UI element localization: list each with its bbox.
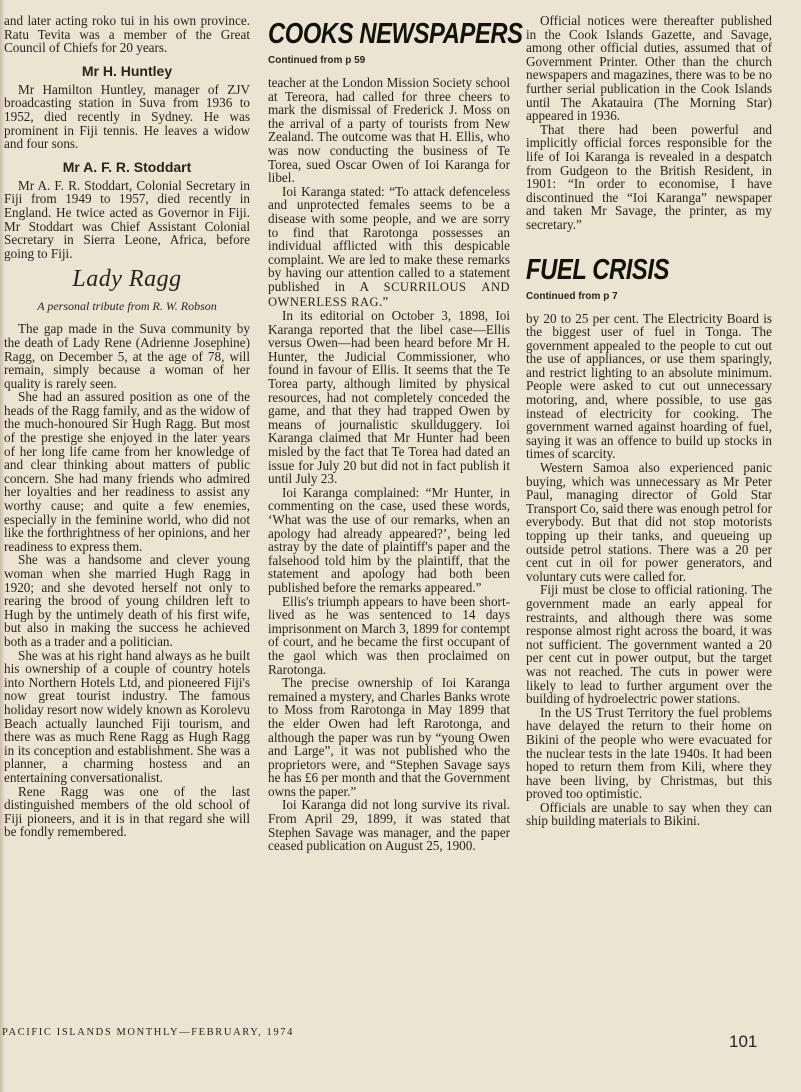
fuel-paragraph: Fiji must be close to official rationing. The government made an early appeal for restraints, and although there was some response almost right across the board, it was not sufficient. The government wanted a 20 per cent cut in power output, but the target was not reached. The cuts in power were likely to lead to further argument over the building of hydroelectric power stations.: [526, 582, 772, 707]
lady-ragg-paragraph: She was a handsome and clever young woman when she married Hugh Ragg in 1920; and she devoted herself not only to rearing the brood of young children left to Hugh by the untimely death of his first wife, but also in making the success he achieved both as a trader and a politician.: [4, 552, 250, 649]
column-fuel-crisis: [526, 14, 772, 828]
cooks-paragraph: Ioi Karanga did not long survive its rival. From April 29, 1899, it was stated that Stephen Savage was manager, and the paper ceased publication on August 25, 1900.: [268, 797, 510, 854]
fuel-paragraph: Western Samoa also experienced panic buying, which was unnecessary as Mr Peter Paul, managing director of Gold Star Transport Co, said there was enough petrol for everybody. But that did not stop motorists topping up their tanks, and queueing up outside petrol stations. There was a 20 per cent cut in oil for power generators, and voluntary cuts were called for.: [526, 460, 772, 584]
fuel-paragraph: by 20 to 25 per cent. The Electricity Board is the biggest user of fuel in Tonga. The government appealed to the people to cut out the use of appliances, or use them sparingly, and restrict lighting to an absolute minimum. People were asked to cut out unnecessary motoring, and, where possible, to use gas instead of electricity for cooking. The government warned against hoarding of fuel, saying it was an offence to build up stocks in times of scarcity.: [526, 310, 772, 462]
column-cooks-newspapers: [268, 14, 523, 854]
publication-footer: PACIFIC ISLANDS MONTHLY—FEBRUARY, 1974: [2, 1027, 294, 1038]
cooks-paragraph-quote: [268, 185, 510, 309]
article-title-cooks-newspapers: COOKS NEWSPAPERS: [268, 18, 523, 50]
page-number: 101: [729, 1032, 758, 1051]
fuel-paragraph: In the US Trust Territory the fuel problems have delayed the return to their home on Bikini of the people who were evacuated for the nuclear tests in the late 1940s. It had been hoped to return them from Kili, where they have been living, by Christmas, but this proved too optimistic.: [526, 704, 772, 802]
continued-from-note: Continued from p 59: [268, 55, 366, 66]
fuel-paragraph: Officials are unable to say when they can ship building materials to Bikini.: [526, 799, 772, 829]
lady-ragg-paragraph: The gap made in the Suva community by the death of Lady Rene (Adrienne Josephine) Ragg, on December 5, at the age of 78, will remain, simply because a woman of her quality is rarely seen.: [4, 321, 250, 391]
cooks-paragraph: teacher at the London Mission Society school at Tereora, had called for three cheers to mark the dismissal of Frederick J. Moss on the arrival of a party of tourists from New Zealand. The outcome was that H. Ellis, who was now conducting the business of Te Torea, sued Oscar Owen of Ioi Karanga for libel.: [268, 75, 510, 186]
article-byline: A personal tribute from R. W. Robson: [37, 299, 217, 314]
obituary-text-stoddart: Mr A. F. R. Stoddart, Colonial Secretary in Fiji from 1949 to 1957, died recently in England. He twice acted as Governor in Fiji. Mr Stoddart was Chief Assistant Colonial Secretary in Sierra Leone, Africa, before going to Fiji.: [4, 177, 250, 261]
obituary-intro-text: and later acting roko tui in his own province. Ratu Tevita was a member of the Great Council of Chiefs for 20 years.: [4, 13, 250, 56]
quote-text: Ioi Karanga stated: “To attack defenceless and unprotected females seems to be a disease with some people, and we are sorry to find that Rarotonga possesses an individual afflicted with this despicable complaint. We are led to make these remarks by having our attention called to a statement published in A: [268, 183, 510, 294]
obituary-heading-huntley: Mr H. Huntley: [81, 62, 173, 79]
continued-from-note: Continued from p 7: [526, 290, 618, 302]
cooks-paragraph: Ioi Karanga complained: “Mr Hunter, in commenting on the case, used these words, ‘What was the use of our remarks, when an apology had already appeared?’, being led astray by the date of plaintiff's paper and the falsehood told him by the plaintiff, that the statement and apology had both been published before the remarks appeared.”: [268, 484, 510, 595]
column-obituaries: [4, 14, 250, 839]
cooks-paragraph: That there had been powerful and implicitly official forces responsible for the life of Ioi Karanga is revealed in a despatch from Gudgeon to the British Resident, in 1901: “In order to economise, I have discontinued the “Ioi Karanga” newspaper and taken Mr Savage, the printer, as my secretary.”: [526, 121, 772, 232]
cooks-paragraph: Official notices were thereafter published in the Cook Islands Gazette, and Savage, among other official duties, assumed that of Government Printer. Other than the church newspapers and magazines, there was to be no further serial publication in the Cook Islands until The Akatauira (The Morning Star) appeared in 1936.: [526, 13, 772, 124]
cooks-paragraph: The precise ownership of Ioi Karanga remained a mystery, and Charles Banks wrote to Moss from Rarotonga in May 1899 that the elder Owen had left Rarotonga, and although the paper was run by “young Owen and Large”, it was not published who the proprietors were, and “Stephen Savage says he has £6 per month and that the Government owns the paper.”: [268, 675, 510, 799]
quote-caps-text: SCURRILOUS AND OWNERLESS RAG: [268, 279, 510, 309]
obituary-heading-stoddart: Mr A. F. R. Stoddart: [62, 158, 192, 175]
lady-ragg-paragraph: She had an assured position as one of the heads of the Ragg family, and as the widow of the much-honoured Sir Hugh Ragg. But most of the prestige she enjoyed in the later years of her long life came from her knowledge of and clear thinking about matters of public concern. She had many friends who admired her loyalties and her readiness to assist any worthy cause; and quite a few enemies, especially in the feminine world, who did not like the forthrightness of her opinions, and her readiness to express them.: [4, 389, 250, 554]
lady-ragg-paragraph: Rene Ragg was one of the last distinguished members of the old school of Fiji pioneers, and it is in that regard she will be fondly remembered.: [4, 783, 250, 840]
lady-ragg-paragraph: She was at his right hand always as he built his ownership of a couple of country hotels into Northern Hotels Ltd, and pioneered Fiji's now great tourist industry. The famous holiday resort now widely known as Korolevu Beach actually launched Fiji tourism, and there was as much Rene Ragg as Hugh Ragg in its conception and establishment. She was a planner, a charming hostess and an entertaining conversationalist.: [4, 647, 250, 785]
cooks-paragraph: In its editorial on October 3, 1898, Ioi Karanga reported that the libel case—Ellis versus Owen—had been heard before Mr H. Hunter, the Judicial Commissioner, who found in favour of Ellis. It seems that the Te Torea party, although limited by physical resources, had not completely conceded the game, and that they had trapped Owen by means of journalistic skullduggery. Ioi Karanga claimed that Mr Hunter had been misled by the fact that Te Torea had dated an issue for July 20 but did not in fact publish it until July 23.: [268, 308, 510, 487]
article-title-lady-ragg: Lady Ragg: [72, 266, 182, 293]
cooks-paragraph: Ellis's triumph appears to have been short-lived as he was sentenced to 14 days imprisonment on March 3, 1899 for contempt of court, and he became the first occupant of the gaol which was then proclaimed on Rarotonga.: [268, 593, 510, 677]
obituary-text-huntley: Mr Hamilton Huntley, manager of ZJV broadcasting station in Suva from 1936 to 1952, died recently in Sydney. He was prominent in Fiji tennis. He leaves a widow and four sons.: [4, 81, 250, 152]
article-title-fuel-crisis: FUEL CRISIS: [526, 253, 670, 286]
quote-end: .”: [379, 293, 389, 309]
